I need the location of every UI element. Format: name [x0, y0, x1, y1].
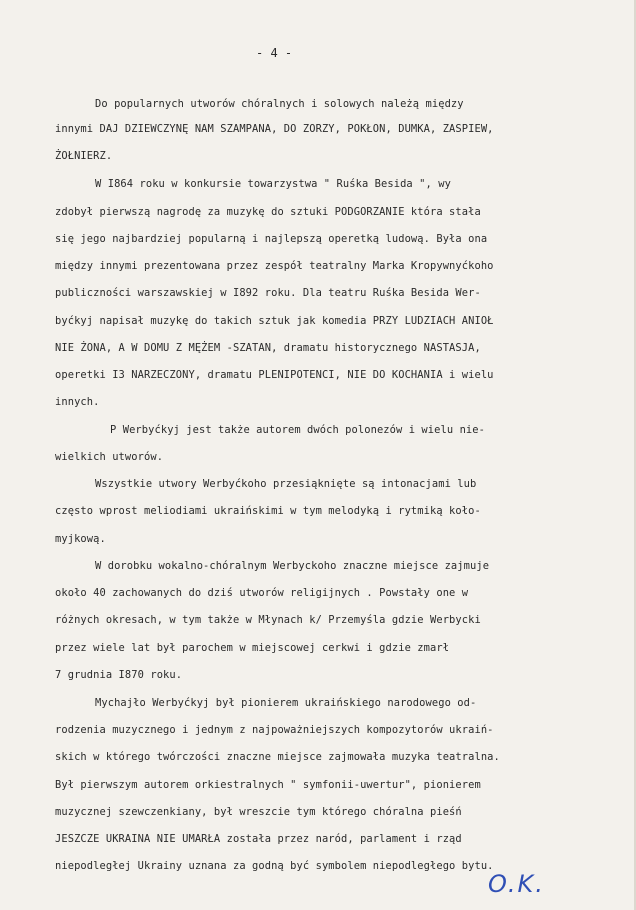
text-line: muzycznej szewczenkiany, był wreszcie tym którego chóralna pieśń [55, 806, 462, 818]
text-line: często wprost meliodiami ukraińskimi w tym melodyką i rytmiką koło- [55, 505, 481, 517]
text-line: innymi DAJ DZIEWCZYNĘ NAM SZAMPANA, DO ZORZY, POKŁON, DUMKA, ZASPIEW, [55, 123, 494, 135]
text-line: innych. [55, 396, 100, 408]
text-line: NIE ŻONA, A W DOMU Z MĘŻEM -SZATAN, dramatu historycznego NASTASJA, [55, 342, 481, 354]
text-line: skich w którego twórczości znaczne miejsce zajmowała muzyka teatralna. [55, 751, 500, 763]
text-line: operetki I3 NARZECZONY, dramatu PLENIPOTENCI, NIE DO KOCHANIA i wielu [55, 369, 494, 381]
text-line: P Werbyćkyj jest także autorem dwóch polonezów i wielu nie- [110, 424, 485, 436]
text-line: publiczności warszawskiej w I892 roku. Dla teatru Ruśka Besida Wer- [55, 287, 481, 299]
text-line: W dorobku wokalno-chóralnym Werbyckoho znaczne miejsce zajmuje [95, 560, 490, 572]
text-line: Mychajło Werbyćkyj był pionierem ukraińskiego narodowego od- [95, 697, 477, 709]
text-line: 7 grudnia I870 roku. [55, 669, 183, 681]
text-line: Do popularnych utworów chóralnych i solowych należą między [95, 98, 464, 110]
text-line: wielkich utworów. [55, 451, 164, 463]
text-line: byćkyj napisał muzykę do takich sztuk jak komedia PRZY LUDZIACH ANIOŁ [55, 315, 494, 327]
text-line: myjkową. [55, 533, 106, 545]
handwritten-initials: O.K. [488, 870, 545, 898]
text-line: JESZCZE UKRAINA NIE UMARŁA została przez naród, parlament i rząd [55, 833, 462, 845]
text-line: ŻOŁNIERZ. [55, 150, 113, 162]
text-line: niepodległej Ukrainy uznana za godną być symbolem niepodległego bytu. [55, 860, 494, 872]
text-line: W I864 roku w konkursie towarzystwa " Ruśka Besida ", wy [95, 178, 451, 190]
text-line: przez wiele lat był parochem w miejscowej cerkwi i gdzie zmarł [55, 642, 450, 654]
text-line: różnych okresach, w tym także w Młynach k/ Przemyśla gdzie Werbycki [55, 614, 481, 626]
text-line: się jego najbardziej popularną i najlepszą operetką ludową. Była ona [55, 233, 488, 245]
page-number: - 4 - [256, 46, 293, 60]
text-line: między innymi prezentowana przez zespół teatralny Marka Kropywnyćkoho [55, 260, 494, 272]
text-line: około 40 zachowanych do dziś utworów religijnych . Powstały one w [55, 587, 469, 599]
text-line: rodzenia muzycznego i jednym z najpoważniejszych kompozytorów ukraiń- [55, 724, 494, 736]
text-line: zdobył pierwszą nagrodę za muzykę do sztuki PODGORZANIE która stała [55, 206, 481, 218]
text-line: Wszystkie utwory Werbyćkoho przesiąknięte są intonacjami lub [95, 478, 477, 490]
text-line: Był pierwszym autorem orkiestralnych " symfonii-uwertur", pionierem [55, 779, 481, 791]
